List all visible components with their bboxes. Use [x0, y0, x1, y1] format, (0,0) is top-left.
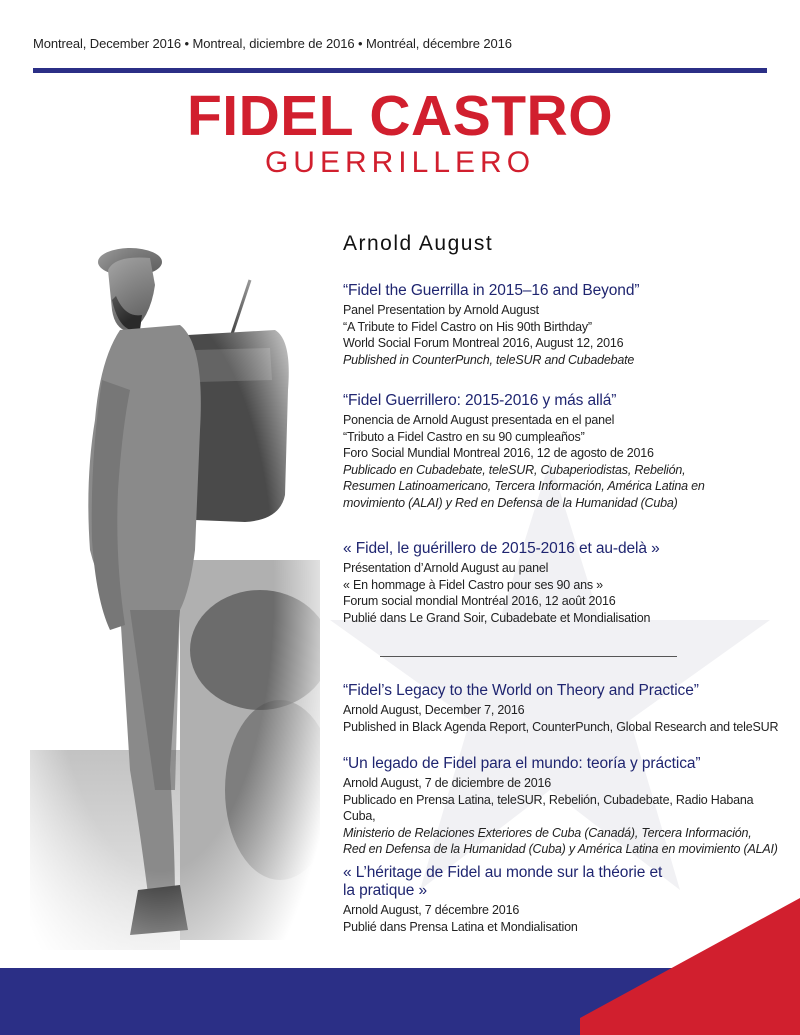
article-line: Ponencia de Arnold August presentada en el panel: [343, 413, 615, 427]
section-divider: [380, 656, 677, 657]
article-line: Présentation d’Arnold August au panel: [343, 561, 549, 575]
article-line: Arnold August, December 7, 2016: [343, 703, 525, 717]
article-line: Publié dans Prensa Latina et Mondialisation: [343, 919, 578, 934]
article-line: Publicado en Cubadebate, teleSUR, Cubaperiodistas, Rebelión,: [343, 462, 686, 477]
article-line: Resumen Latinoamericano, Tercera Información, América Latina en: [343, 479, 705, 493]
article-heading: “Fidel’s Legacy to the World on Theory and Practice”: [343, 682, 699, 699]
article-line: Publié dans Le Grand Soir, Cubadebate et Mondialisation: [343, 610, 651, 625]
article-heading: « L’héritage de Fidel au monde sur la théorie et la pratique »: [343, 864, 663, 899]
article-block-5: [343, 755, 783, 858]
author-name: Arnold August: [343, 232, 494, 255]
article-line: Publicado en Prensa Latina, teleSUR, Rebelión, Cubadebate, Radio Habana Cuba,: [343, 792, 754, 823]
article-line: “Tributo a Fidel Castro en su 90 cumpleaños”: [343, 429, 585, 444]
article-block-4: [343, 682, 783, 735]
page-subtitle: GUERRILLERO: [264, 146, 536, 179]
article-line: Panel Presentation by Arnold August: [343, 303, 539, 317]
page-title: FIDEL CASTRO: [186, 84, 614, 148]
red-triangle: [580, 898, 800, 1035]
article-line: « En hommage à Fidel Castro pour ses 90 ans »: [343, 577, 603, 592]
article-line: Published in CounterPunch, teleSUR and Cubadebate: [343, 352, 635, 367]
article-heading: “Fidel the Guerrilla in 2015–16 and Beyond”: [343, 282, 640, 299]
article-line: “A Tribute to Fidel Castro on His 90th Birthday”: [343, 319, 592, 334]
article-line: Published in Black Agenda Report, CounterPunch, Global Research and teleSUR: [343, 719, 779, 734]
article-heading: “Un legado de Fidel para el mundo: teoría y práctica”: [343, 755, 701, 772]
top-rule: [33, 68, 767, 73]
guerrilla-photo: [30, 230, 320, 950]
article-block-1: [343, 282, 783, 368]
article-line: Forum social mondial Montréal 2016, 12 août 2016: [343, 594, 616, 608]
article-block-2: [343, 392, 783, 511]
article-line: World Social Forum Montreal 2016, August 12, 2016: [343, 336, 624, 350]
article-line: Arnold August, 7 de diciembre de 2016: [343, 776, 552, 790]
dateline: Montreal, December 2016 • Montreal, diciembre de 2016 • Montréal, décembre 2016: [33, 36, 512, 51]
article-line: movimiento (ALAI) y Red en Defensa de la Humanidad (Cuba): [343, 495, 678, 510]
article-heading: “Fidel Guerrillero: 2015-2016 y más allá”: [343, 392, 617, 409]
article-line: Arnold August, 7 décembre 2016: [343, 903, 520, 917]
article-line: Red en Defensa de la Humanidad (Cuba) y América Latina en movimiento (ALAI): [343, 842, 778, 856]
article-heading: « Fidel, le guérillero de 2015-2016 et au-delà »: [343, 540, 660, 557]
article-line: Foro Social Mundial Montreal 2016, 12 de agosto de 2016: [343, 446, 654, 460]
article-block-3: [343, 540, 783, 626]
article-line: Ministerio de Relaciones Exteriores de Cuba (Canadá), Tercera Información,: [343, 825, 752, 840]
